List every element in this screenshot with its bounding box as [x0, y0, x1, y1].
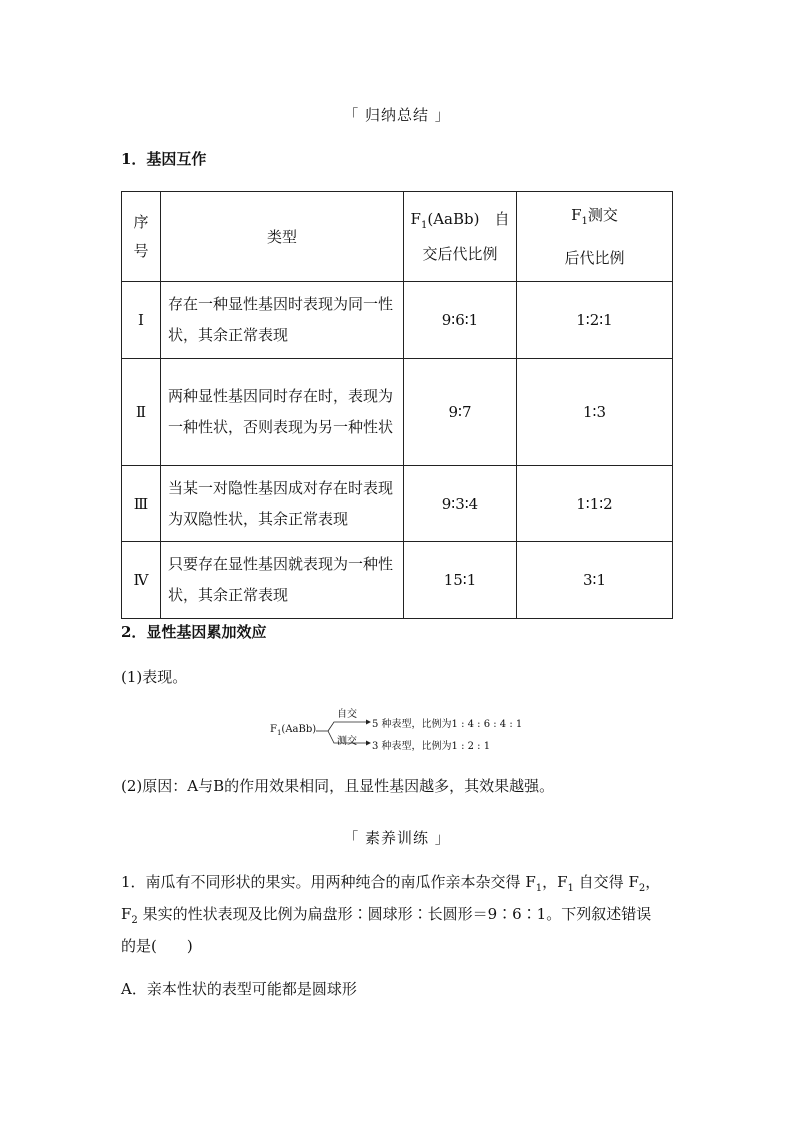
row-index: Ⅳ	[122, 542, 161, 619]
row-type: 当某一对隐性基因成对存在时表现为双隐性状，其余正常表现	[161, 466, 404, 542]
row-test-ratio: 1∶1∶2	[517, 466, 673, 542]
gene-interaction-table	[121, 191, 673, 619]
diagram-lower-label: 测交	[337, 736, 357, 747]
header-type: 类型	[161, 192, 404, 282]
diagram-upper-result: 5 种表型，比例为1 : 4 : 6 : 4 : 1	[372, 719, 523, 730]
header-test-cross-ratio: $F_1$测交 后代比例	[517, 192, 673, 282]
table-row	[122, 359, 673, 466]
diagram-upper-label: 自交	[337, 709, 357, 720]
row-type: 存在一种显性基因时表现为同一性状，其余正常表现	[161, 282, 404, 359]
row-index: Ⅱ	[122, 359, 161, 466]
row-type: 两种显性基因同时存在时，表现为一种性状，否则表现为另一种性状	[161, 359, 404, 466]
heading-additive-effect: 2．显性基因累加效应	[121, 623, 267, 641]
row-self-ratio: 15∶1	[404, 542, 517, 619]
table-header-row	[122, 192, 673, 282]
row-self-ratio: 9∶3∶4	[404, 466, 517, 542]
table-row	[122, 282, 673, 359]
row-test-ratio: 3∶1	[517, 542, 673, 619]
diagram-lower-result: 3 种表型，比例为1 : 2 : 1	[372, 741, 491, 752]
header-index: 序 号	[122, 192, 161, 282]
row-test-ratio: 1∶2∶1	[517, 282, 673, 359]
table-row	[122, 542, 673, 619]
question-line-3: 的是( )	[121, 937, 193, 955]
section-title-summary: 「 归纳总结 」	[343, 106, 451, 124]
cross-diagram	[270, 704, 540, 754]
option-a: A．亲本性状的表型可能都是圆球形	[121, 980, 357, 998]
table-row	[122, 466, 673, 542]
question-line-2: $F_2$ 果实的性状表现及比例为扁盘形∶圆球形∶长圆形＝9∶6∶1。下列叙述错误	[121, 905, 652, 926]
question-line-1: 1．南瓜有不同形状的果实。用两种纯合的南瓜作亲本杂交得 $F_1$，$F_1$ 自交得 $F_2$，	[121, 873, 661, 894]
row-index: Ⅰ	[122, 282, 161, 359]
row-type: 只要存在显性基因就表现为一种性状，其余正常表现	[161, 542, 404, 619]
item-reason: (2)原因：A与B的作用效果相同，且显性基因越多，其效果越强。	[121, 777, 555, 795]
diagram-parent: $F_1(AaBb)$	[270, 724, 317, 737]
row-self-ratio: 9∶7	[404, 359, 517, 466]
item-performance: (1)表现。	[121, 668, 188, 686]
row-self-ratio: 9∶6∶1	[404, 282, 517, 359]
row-index: Ⅲ	[122, 466, 161, 542]
section-title-training: 「 素养训练 」	[343, 829, 451, 847]
header-self-cross-ratio: $F_1(AaBb)$ 自 交后代比例	[404, 192, 517, 282]
heading-gene-interaction: 1．基因互作	[121, 150, 207, 168]
row-test-ratio: 1∶3	[517, 359, 673, 466]
